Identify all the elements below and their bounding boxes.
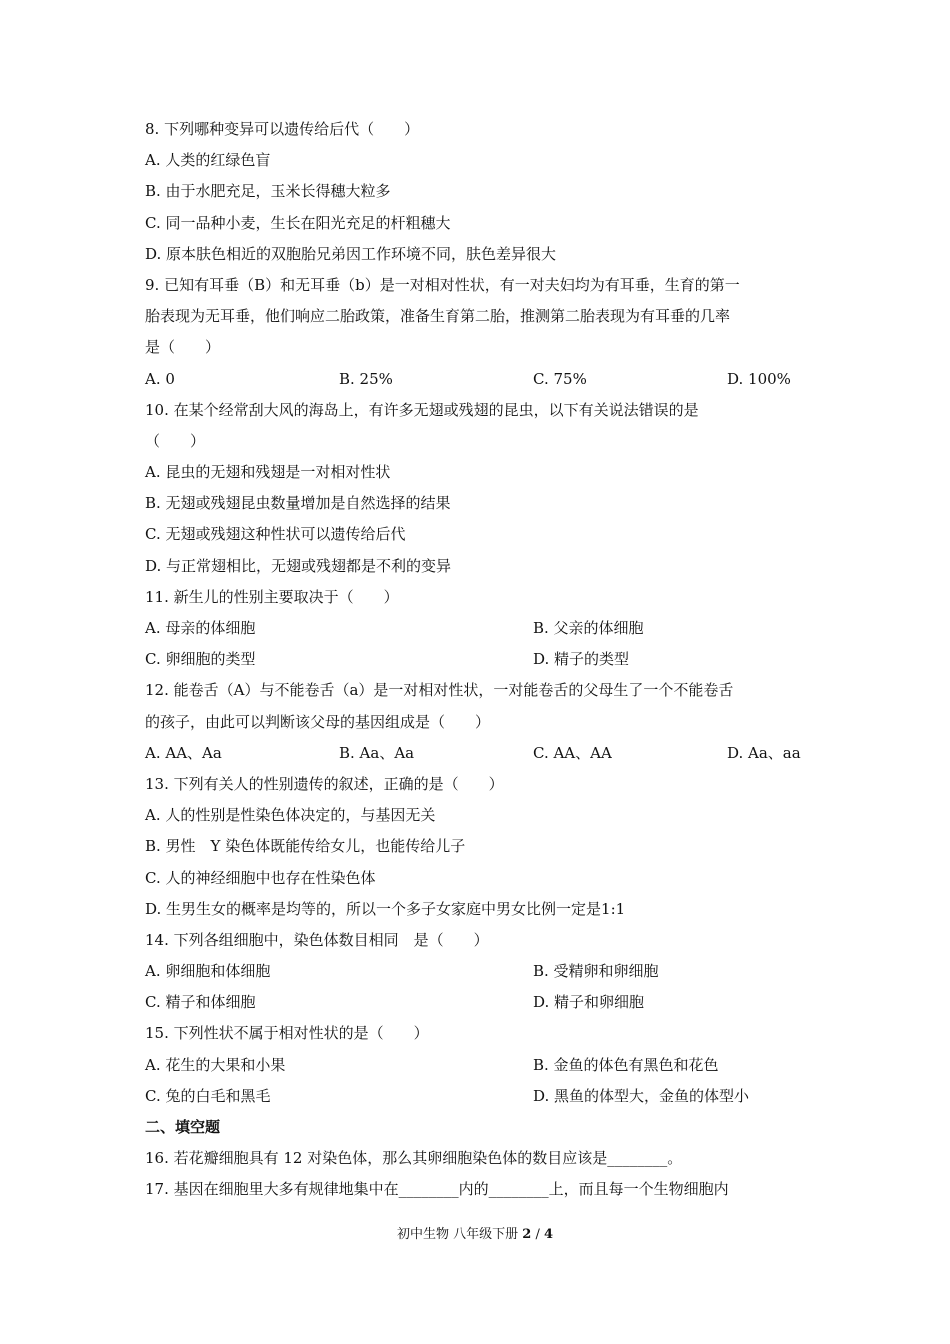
exam-page	[145, 114, 815, 1206]
question-10-option-d: D. 与正常翅相比，无翅或残翅都是不利的变异	[145, 556, 452, 575]
question-14-options-row-1	[145, 956, 815, 987]
question-10-stem-line-1: 10. 在某个经常刮大风的海岛上，有许多无翅或残翅的昆虫，以下有关说法错误的是	[145, 400, 699, 419]
question-9-stem-line-2: 胎表现为无耳垂，他们响应二胎政策，准备生育第二胎，推测第二胎表现为有耳垂的几率	[145, 307, 731, 326]
question-11-option-a: A. 母亲的体细胞	[145, 619, 256, 637]
question-11-options-row-2	[145, 644, 815, 675]
question-9-option-c: C. 75%	[533, 369, 587, 388]
question-15-option-c: C. 兔的白毛和黑毛	[145, 1086, 271, 1105]
question-9-option-a: A. 0	[145, 369, 175, 388]
question-13-option-b: B. 男性 Y 染色体既能传给女儿，也能传给儿子	[145, 837, 466, 856]
question-8-stem: 8. 下列哪种变异可以遗传给后代（ ）	[145, 120, 420, 138]
question-11-stem: 11. 新生儿的性别主要取决于（ ）	[145, 587, 399, 606]
question-12-options	[145, 738, 815, 769]
footer-total-pages: 4	[543, 1227, 554, 1242]
question-12-stem-line-2: 的孩子，由此可以判断该父母的基因组成是（ ）	[145, 712, 491, 731]
question-15-stem: 15. 下列性状不属于相对性状的是（ ）	[145, 1024, 429, 1043]
question-17: 17. 基因在细胞里大多有规律地集中在________内的________上，而且每一个生物细胞内	[145, 1180, 729, 1199]
question-15-option-a: A. 花生的大果和小果	[145, 1055, 286, 1074]
section-2-title: 二、填空题	[145, 1118, 221, 1136]
question-12-option-d: D. Aa、aa	[727, 743, 801, 762]
question-14-option-d: D. 精子和卵细胞	[533, 993, 645, 1012]
question-13-option-d: D. 生男生女的概率是均等的，所以一个多子女家庭中男女比例一定是1:1	[145, 899, 626, 918]
question-14-option-a: A. 卵细胞和体细胞	[145, 962, 271, 981]
question-9-option-b: B. 25%	[339, 369, 393, 388]
question-11-options-row-1	[145, 613, 815, 644]
question-8-option-a: A. 人类的红绿色盲	[145, 151, 271, 170]
question-8-option-d: D. 原本肤色相近的双胞胎兄弟因工作环境不同，肤色差异很大	[145, 244, 557, 263]
question-11-option-b: B. 父亲的体细胞	[533, 619, 644, 637]
question-13-option-a: A. 人的性别是性染色体决定的，与基因无关	[145, 806, 436, 825]
question-14-options-row-2	[145, 987, 815, 1018]
question-11-option-c: C. 卵细胞的类型	[145, 650, 256, 669]
footer-text: 初中生物 八年级下册	[396, 1227, 519, 1242]
question-8-option-b: B. 由于水肥充足，玉米长得穗大粒多	[145, 182, 391, 201]
question-9-option-d: D. 100%	[727, 369, 791, 388]
footer-page-number: 2	[522, 1227, 532, 1242]
footer-separator: /	[535, 1227, 540, 1242]
question-15-option-d: D. 黑鱼的体型大，金鱼的体型小	[533, 1086, 750, 1105]
question-11-option-d: D. 精子的类型	[533, 650, 630, 669]
question-9-options	[145, 364, 815, 395]
question-16: 16. 若花瓣细胞具有 12 对染色体，那么其卵细胞染色体的数目应该是________。	[145, 1149, 683, 1168]
question-14-option-b: B. 受精卵和卵细胞	[533, 962, 659, 981]
question-8-option-c: C. 同一品种小麦，生长在阳光充足的杆粗穗大	[145, 213, 451, 232]
question-9-stem-line-3: 是（ ）	[145, 338, 221, 357]
page-footer	[0, 1225, 950, 1245]
question-12-option-a: A. AA、Aa	[145, 743, 222, 762]
question-13-stem: 13. 下列有关人的性别遗传的叙述，正确的是（ ）	[145, 774, 504, 793]
question-10-option-b: B. 无翅或残翅昆虫数量增加是自然选择的结果	[145, 494, 451, 513]
question-9-stem-line-1: 9. 已知有耳垂（B）和无耳垂（b）是一对相对性状，有一对夫妇均为有耳垂，生育的第一	[145, 275, 740, 294]
question-10-option-c: C. 无翅或残翅这种性状可以遗传给后代	[145, 525, 406, 544]
question-15-options-row-1	[145, 1050, 815, 1081]
question-10-stem-line-2: （ ）	[145, 431, 206, 450]
question-13-option-c: C. 人的神经细胞中也存在性染色体	[145, 868, 376, 887]
question-14-option-c: C. 精子和体细胞	[145, 993, 256, 1012]
question-12-option-c: C. AA、AA	[533, 743, 612, 762]
question-10-option-a: A. 昆虫的无翅和残翅是一对相对性状	[145, 463, 391, 482]
question-12-stem-line-1: 12. 能卷舌（A）与不能卷舌（a）是一对相对性状，一对能卷舌的父母生了一个不能卷舌	[145, 681, 734, 700]
question-14-stem: 14. 下列各组细胞中，染色体数目相同 是（ ）	[145, 930, 489, 949]
question-15-options-row-2	[145, 1081, 815, 1112]
question-15-option-b: B. 金鱼的体色有黑色和花色	[533, 1055, 719, 1074]
question-12-option-b: B. Aa、Aa	[339, 743, 415, 762]
